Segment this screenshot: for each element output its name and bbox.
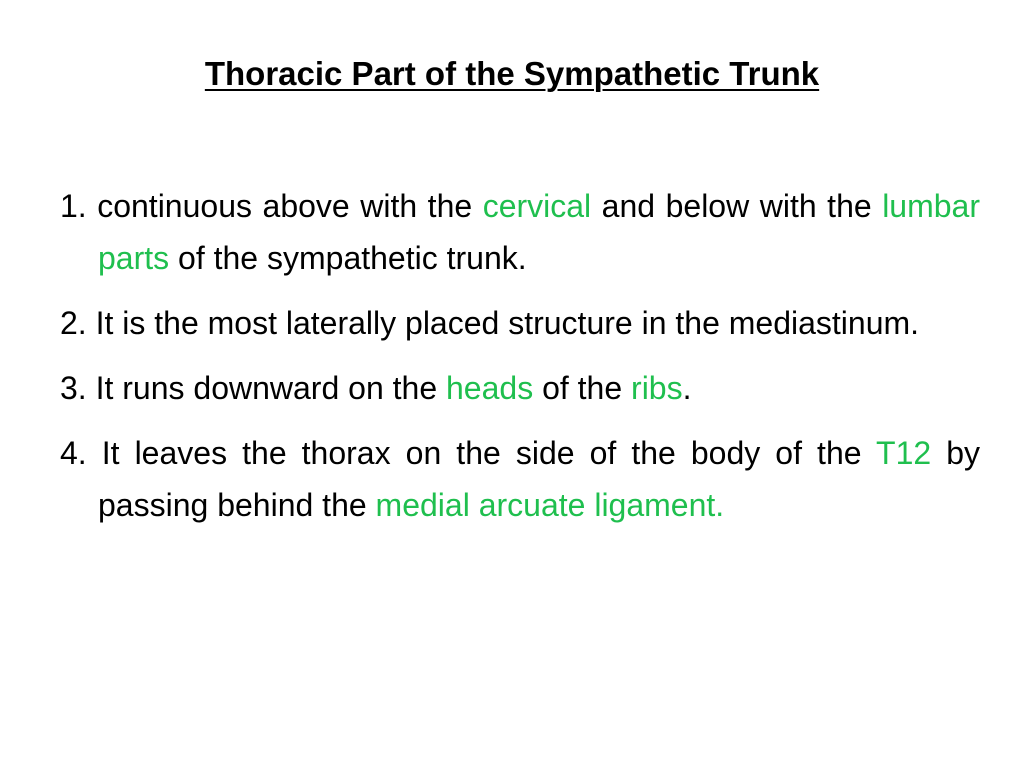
item-number: 2. (60, 305, 87, 341)
term-t12: T12 (876, 435, 932, 471)
term-cervical: cervical (482, 188, 592, 224)
item-text: and below with the (591, 188, 883, 224)
item-text: It leaves the thorax on the side of the body of the (86, 435, 877, 471)
term-medial-arcuate-ligament: medial arcuate ligament. (375, 487, 725, 523)
item-number: 1. (60, 188, 87, 224)
item-text: It is the most laterally placed structure in the mediastinum. (86, 305, 920, 341)
list-item-4 (60, 427, 980, 531)
term-lumbar-parts: lumbar parts (98, 188, 980, 276)
slide-title (0, 52, 1024, 96)
item-text: . (682, 370, 692, 406)
list-item-3 (60, 362, 980, 414)
item-text: of the sympathetic trunk. (169, 240, 527, 276)
item-text: by passing behind the (98, 435, 981, 523)
item-text: It runs downward on the (86, 370, 446, 406)
list-item-2 (60, 297, 980, 349)
term-ribs: ribs (631, 370, 683, 406)
list-item-1 (60, 180, 980, 284)
item-number: 4. (60, 435, 87, 471)
item-text: of the (533, 370, 632, 406)
term-heads: heads (446, 370, 534, 406)
item-text: continuous above with the (86, 188, 483, 224)
item-number: 3. (60, 370, 87, 406)
slide-title-text: Thoracic Part of the Sympathetic Trunk (204, 55, 820, 92)
point-list (60, 180, 980, 544)
